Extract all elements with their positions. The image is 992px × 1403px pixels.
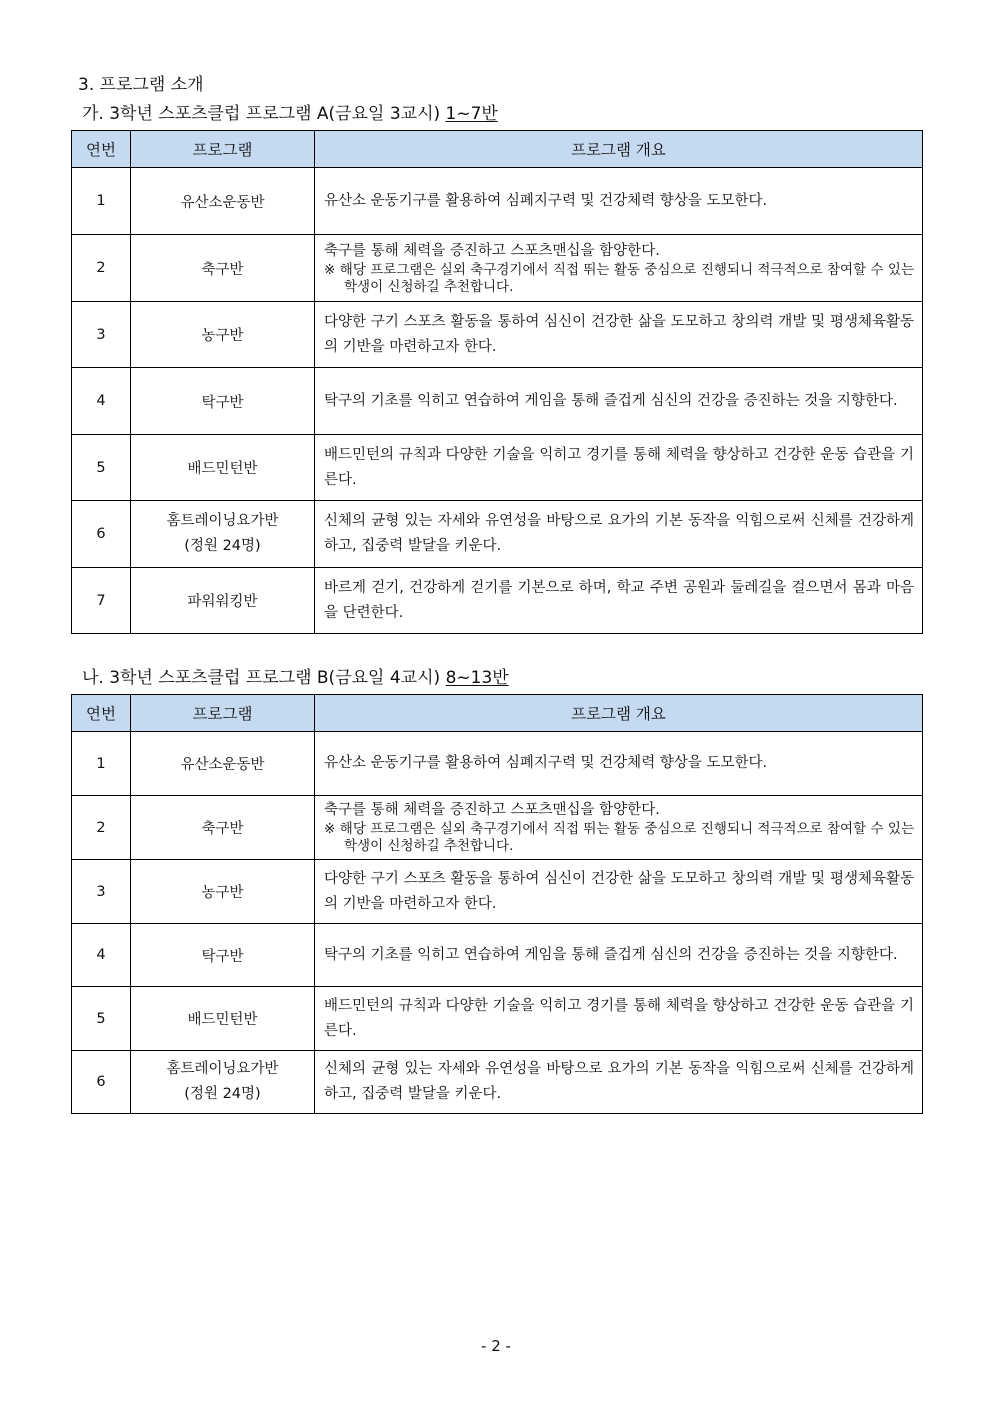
program-summary-cell (315, 796, 923, 860)
program-name: 배드민턴반 (187, 461, 258, 477)
row-number: 6 (72, 1051, 131, 1114)
program-summary-cell (315, 235, 923, 302)
program-summary-cell (315, 860, 923, 924)
program-summary-cell (315, 302, 923, 368)
program-name: 유산소운동반 (180, 194, 265, 211)
program-summary: 축구를 통해 체력을 증진하고 스포츠맨십을 함양한다. (324, 242, 660, 259)
program-summary: 다양한 구기 스포츠 활동을 통하여 심신이 건강한 삶을 도모하고 창의력 개발 및 평생체육활동의 기반을 마련하고자 한다. (324, 870, 914, 912)
program-name-cell (131, 501, 315, 568)
col-header-summary: 프로그램 개요 (315, 695, 923, 732)
program-table-a (71, 130, 923, 634)
table-row (72, 435, 923, 501)
col-header-summary: 프로그램 개요 (315, 131, 923, 168)
program-name-cell (131, 732, 315, 796)
row-number: 3 (72, 860, 131, 924)
program-name: 파워워킹반 (187, 594, 258, 610)
program-summary-cell (315, 368, 923, 435)
row-number: 4 (72, 368, 131, 435)
table-row (72, 168, 923, 235)
program-name: 탁구반 (201, 948, 244, 965)
heading-b-classes: 8~13반 (445, 668, 509, 688)
table-row (72, 732, 923, 796)
table-header-row (72, 131, 923, 168)
program-summary: 바르게 걷기, 건강하게 걷기를 기본으로 하며, 학교 주변 공원과 둘레길을 걸으면서 몸과 마음을 단련한다. (324, 579, 914, 621)
table-row (72, 302, 923, 368)
table-row (72, 860, 923, 924)
row-number: 6 (72, 501, 131, 568)
row-number: 3 (72, 302, 131, 368)
program-name-cell (131, 924, 315, 987)
page-number: - 2 - (481, 1337, 511, 1355)
col-header-program: 프로그램 (131, 695, 315, 732)
row-number: 1 (72, 168, 131, 235)
program-capacity: (정원 24명) (184, 538, 261, 554)
program-name-cell (131, 435, 315, 501)
program-summary: 배드민턴의 규칙과 다양한 기술을 익히고 경기를 통해 체력을 향상하고 건강한 운동 습관을 기른다. (324, 446, 914, 488)
table-row (72, 501, 923, 568)
program-name: 홈트레이닝요가반 (166, 1061, 279, 1077)
heading-program-a (82, 99, 498, 124)
program-summary-cell (315, 987, 923, 1051)
program-name-cell (131, 368, 315, 435)
col-header-no: 연번 (72, 131, 131, 168)
program-summary-cell (315, 568, 923, 634)
program-summary: 축구를 통해 체력을 증진하고 스포츠맨십을 함양한다. (324, 802, 660, 818)
table-row (72, 568, 923, 634)
program-summary-cell (315, 501, 923, 568)
heading-b-prefix: 나. 3학년 스포츠클럽 프로그램 B(금요일 4교시) (82, 668, 446, 688)
table-row (72, 1051, 923, 1114)
program-name: 농구반 (201, 328, 244, 344)
program-name: 배드민턴반 (187, 1012, 258, 1028)
program-name: 축구반 (201, 821, 244, 837)
program-summary: 유산소 운동기구를 활용하여 심폐지구력 및 건강체력 향상을 도모한다. (324, 192, 768, 209)
program-summary-cell (315, 924, 923, 987)
table-header-row (72, 695, 923, 732)
program-name-cell (131, 568, 315, 634)
row-number: 1 (72, 732, 131, 796)
program-name-cell (131, 987, 315, 1051)
heading-program-b (82, 663, 509, 688)
table-row (72, 796, 923, 860)
program-note: ※ 해당 프로그램은 실외 축구경기에서 직접 뛰는 활동 중심으로 진행되니 적극적으로 참여할 수 있는 학생이 신청하길 추천합니다. (324, 821, 914, 854)
program-name: 유산소운동반 (180, 757, 265, 773)
row-number: 4 (72, 924, 131, 987)
program-summary-cell (315, 732, 923, 796)
table-row (72, 924, 923, 987)
program-name: 축구반 (201, 261, 244, 278)
section-title: 3. 프로그램 소개 (78, 75, 204, 95)
program-name-cell (131, 235, 315, 302)
col-header-program: 프로그램 (131, 131, 315, 168)
row-number: 2 (72, 235, 131, 302)
program-name-cell (131, 860, 315, 924)
program-capacity: (정원 24명) (184, 1086, 261, 1102)
row-number: 7 (72, 568, 131, 634)
table-row (72, 368, 923, 435)
program-name-cell (131, 302, 315, 368)
program-summary: 신체의 균형 있는 자세와 유연성을 바탕으로 요가의 기본 동작을 익힘으로써 신체를 건강하게 하고, 집중력 발달을 키운다. (324, 1061, 914, 1102)
program-summary: 유산소 운동기구를 활용하여 심폐지구력 및 건강체력 향상을 도모한다. (324, 755, 768, 771)
program-summary: 신체의 균형 있는 자세와 유연성을 바탕으로 요가의 기본 동작을 익힘으로써 신체를 건강하게 하고, 집중력 발달을 키운다. (324, 513, 914, 554)
program-table-b (71, 694, 923, 1114)
heading-a-classes: 1~7반 (445, 104, 498, 124)
program-summary: 다양한 구기 스포츠 활동을 통하여 심신이 건강한 삶을 도모하고 창의력 개발 및 평생체육활동의 기반을 마련하고자 한다. (324, 313, 914, 355)
col-header-no: 연번 (72, 695, 131, 732)
program-summary-cell (315, 1051, 923, 1114)
program-note: ※ 해당 프로그램은 실외 축구경기에서 직접 뛰는 활동 중심으로 진행되니 적극적으로 참여할 수 있는 학생이 신청하길 추천합니다. (324, 261, 914, 295)
program-summary-cell (315, 168, 923, 235)
program-name-cell (131, 1051, 315, 1114)
program-name-cell (131, 796, 315, 860)
program-summary: 배드민턴의 규칙과 다양한 기술을 익히고 경기를 통해 체력을 향상하고 건강한 운동 습관을 기른다. (324, 997, 914, 1039)
row-number: 5 (72, 987, 131, 1051)
program-summary: 탁구의 기초를 익히고 연습하여 게임을 통해 즐겁게 심신의 건강을 증진하는 것을 지향한다. (324, 392, 898, 409)
table-row (72, 235, 923, 302)
program-name: 홈트레이닝요가반 (166, 513, 279, 529)
program-summary: 탁구의 기초를 익히고 연습하여 게임을 통해 즐겁게 심신의 건강을 증진하는 것을 지향한다. (324, 946, 898, 963)
row-number: 5 (72, 435, 131, 501)
program-name: 농구반 (201, 885, 244, 901)
program-name-cell (131, 168, 315, 235)
heading-a-prefix: 가. 3학년 스포츠클럽 프로그램 A(금요일 3교시) (82, 104, 446, 124)
row-number: 2 (72, 796, 131, 860)
table-row (72, 987, 923, 1051)
program-summary-cell (315, 435, 923, 501)
program-name: 탁구반 (201, 394, 244, 411)
